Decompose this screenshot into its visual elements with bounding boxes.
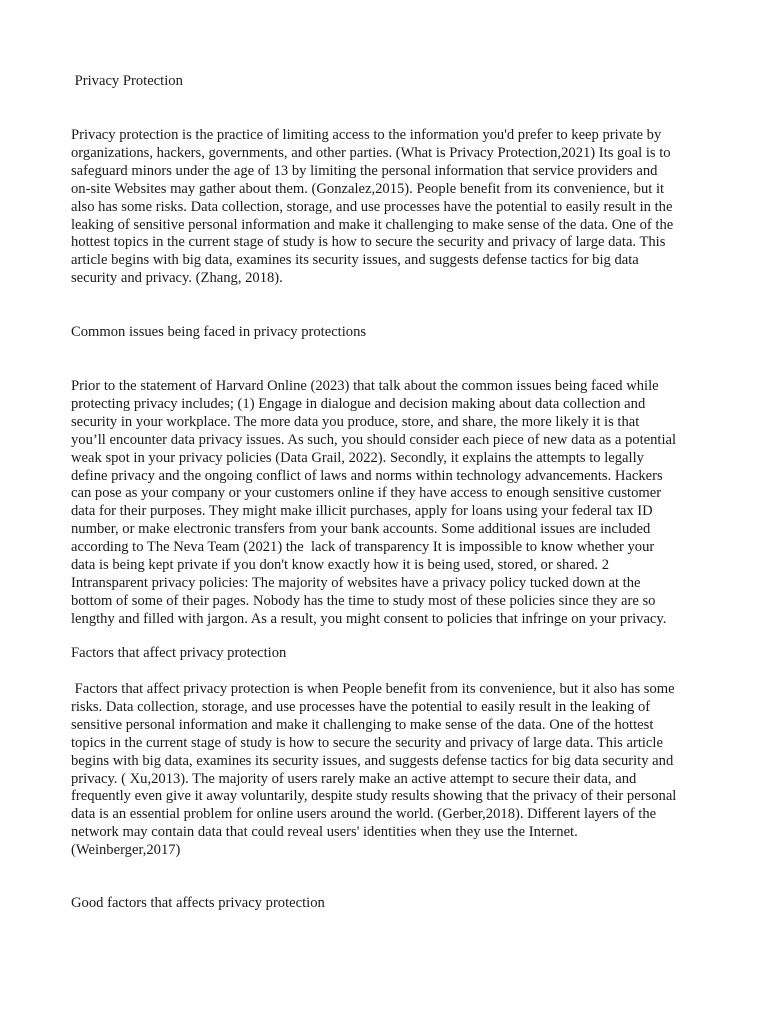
paragraph-line: you’ll encounter data privacy issues. As such, you should consider each piece of new data as a potential — [71, 431, 677, 448]
paragraph-line: risks. Data collection, storage, and use processes have the potential to easily result in the leaking of — [71, 698, 651, 715]
paragraph-line: privacy. ( Xu,2013). The majority of users rarely make an active attempt to secure their data, and — [71, 770, 637, 787]
paragraph-factors — [71, 681, 699, 860]
section-heading-good-factors: Good factors that affects privacy protection — [71, 895, 325, 911]
paragraph-line: protecting privacy includes; (1) Engage in dialogue and decision making about data collection and — [71, 395, 646, 412]
paragraph-line: network may contain data that could reveal users' identities when they use the Internet. — [71, 824, 578, 841]
paragraph-line: topics in the current stage of study is how to secure the security and privacy of large data. This article — [71, 734, 663, 751]
paragraph-line: sensitive personal information and make it challenging to make sense of the data. One of the hottest — [71, 716, 654, 733]
paragraph-line: data is being kept private if you don't know exactly how it is being used, stored, or shared. 2 — [71, 557, 610, 574]
paragraph-line: Factors that affect privacy protection is when People benefit from its convenience, but it also has some — [71, 681, 675, 697]
document-title: Privacy Protection — [71, 73, 183, 89]
paragraph-line: according to The Neva Team (2021) the lack of transparency It is impossible to know whether your — [71, 539, 655, 556]
paragraph-common-issues — [71, 378, 699, 629]
paragraph-line: bottom of some of their pages. Nobody has the time to study most of these policies since they are so — [71, 592, 656, 609]
paragraph-line: frequently even give it away voluntarily, despite study results showing that the privacy of their personal — [71, 788, 677, 805]
paragraph-intro — [71, 127, 699, 288]
paragraph-line: (Weinberger,2017) — [71, 842, 181, 859]
paragraph-line: data for their purposes. They might make illicit purchases, apply for loans using your federal tax ID — [71, 503, 653, 520]
paragraph-line: organizations, hackers, governments, and other parties. (What is Privacy Protection,2021) Its goal is to — [71, 144, 671, 161]
paragraph-line: safeguard minors under the age of 13 by limiting the personal information that service providers and — [71, 162, 658, 179]
paragraph-line: number, or make electronic transfers from your bank accounts. Some additional issues are included — [71, 521, 651, 538]
paragraph-line: data is an essential problem for online users around the world. (Gerber,2018). Different layers of the — [71, 806, 657, 823]
paragraph-line: on-site Websites may gather about them. (Gonzalez,2015). People benefit from its convenience, but it — [71, 180, 665, 197]
section-heading-factors: Factors that affect privacy protection — [71, 645, 287, 661]
paragraph-line: begins with big data, examines its security issues, and suggests defense tactics for big data security and — [71, 752, 674, 769]
section-heading-common-issues: Common issues being faced in privacy protections — [71, 324, 367, 340]
paragraph-line: lengthy and filled with jargon. As a result, you might consent to policies that infringe on your privacy. — [71, 610, 667, 627]
paragraph-line: weak spot in your privacy policies (Data Grail, 2022). Secondly, it explains the attempts to legally — [71, 449, 644, 466]
paragraph-line: hottest topics in the current stage of study is how to secure the security and privacy of large data. This — [71, 234, 666, 251]
paragraph-line: also has some risks. Data collection, storage, and use processes have the potential to easily result in the — [71, 198, 673, 215]
paragraph-line: define privacy and the ongoing conflict of laws and norms within technology advancements. Hackers — [71, 467, 663, 484]
paragraph-line: Intransparent privacy policies: The majority of websites have a privacy policy tucked down at the — [71, 574, 641, 591]
paragraph-line: Privacy protection is the practice of limiting access to the information you'd prefer to keep private by — [71, 127, 662, 143]
paragraph-line: Prior to the statement of Harvard Online (2023) that talk about the common issues being faced while — [71, 378, 659, 394]
paragraph-line: security and privacy. (Zhang, 2018). — [71, 270, 283, 287]
paragraph-line: article begins with big data, examines its security issues, and suggests defense tactics for big data — [71, 252, 639, 269]
paragraph-line: leaking of sensitive personal information and make it challenging to make sense of the data. One of the — [71, 216, 674, 233]
paragraph-line: can pose as your company or your customers online if they have access to enough sensitive customer — [71, 485, 662, 502]
paragraph-line: security in your workplace. The more data you produce, store, and share, the more likely it is that — [71, 413, 640, 430]
